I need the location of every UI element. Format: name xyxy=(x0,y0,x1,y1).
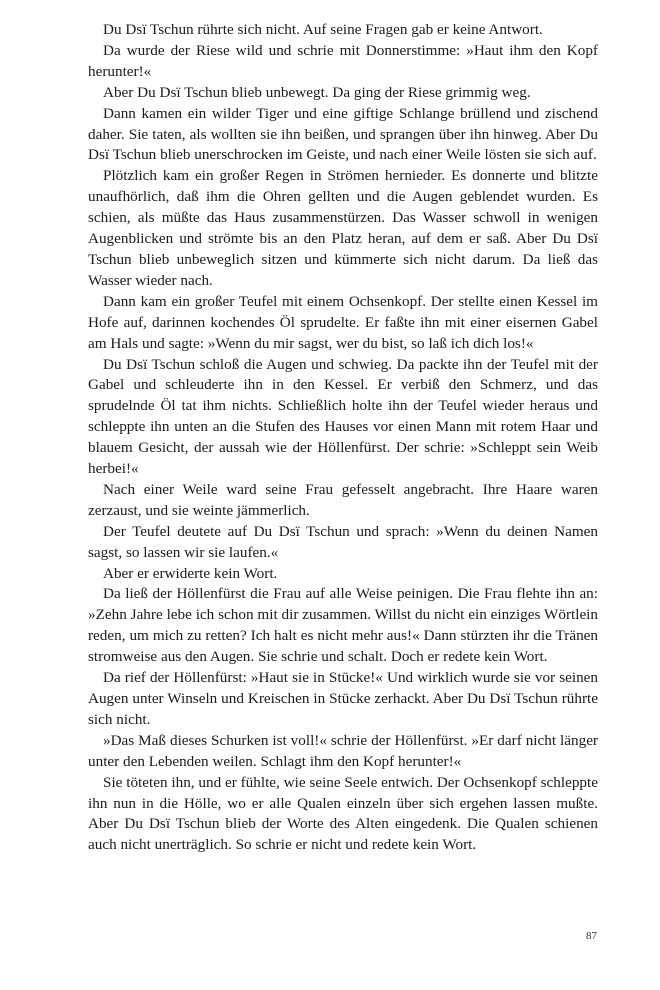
paragraph: Aber Du Dsï Tschun blieb unbewegt. Da ging der Riese grimmig weg. xyxy=(103,83,531,101)
paragraph: Der Teufel deutete auf Du Dsï Tschun und sprach: »Wenn du deinen Namen sagst, so lassen wir sie laufen.« xyxy=(88,522,598,561)
paragraph: Da wurde der Riese wild und schrie mit Donnerstimme: »Haut ihm den Kopf herunter!« xyxy=(88,41,598,80)
paragraph: Aber er erwiderte kein Wort. xyxy=(103,564,278,582)
paragraph: Plötzlich kam ein großer Regen in Strömen hernieder. Es donnerte und blitzte unaufhörlich, daß ihm die Ohren gellten und die Augen geblendet wurden. Es schien, als müßte das Haus zusammenstürzen. Das Wasser schwoll in wenigen Augenblicken und strömte bis an den Platz heran, auf dem er saß. Aber Du Dsï Tschun blieb unbeweglich sitzen und kümmerte sich nicht darum. Da ließ das Wasser wieder nach. xyxy=(88,167,598,289)
paragraph: Nach einer Weile ward seine Frau gefesselt angebracht. Ihre Haare waren zerzaust, und sie weinte jämmerlich. xyxy=(88,480,598,519)
page-number: 87 xyxy=(586,930,597,942)
paragraph: Dann kamen ein wilder Tiger und eine giftige Schlange brüllend und zischend daher. Sie taten, als wollten sie ihn beißen, und sprangen über ihn hinweg. Aber Du Dsï Tschun blieb unerschrocken im Geiste, und nach einer Weile lösten sie sich auf. xyxy=(88,104,598,164)
page-body xyxy=(88,20,598,856)
paragraph: Dann kam ein großer Teufel mit einem Ochsenkopf. Der stellte einen Kessel im Hofe auf, darinnen kochendes Öl sprudelte. Er faßte ihn mit einer eisernen Gabel am Hals und sagte: »Wenn du mir sagst, wer du bist, so laß ich dich los!« xyxy=(88,292,598,352)
paragraph: Du Dsï Tschun rührte sich nicht. Auf seine Fragen gab er keine Antwort. xyxy=(103,21,543,38)
paragraph: Du Dsï Tschun schloß die Augen und schwieg. Da packte ihn der Teufel mit der Gabel und schleuderte ihn in den Kessel. Er verbiß den Schmerz, und das sprudelnde Öl tat ihm nichts. Schließlich holte ihn der Teufel wieder heraus und schleppte ihn unten an die Stufen des Hauses vor einen Mann mit rotem Haar und blauem Gesicht, der aussah wie der Höllenfürst. Der schrie: »Schleppt sein Weib herbei!« xyxy=(88,355,598,478)
paragraph: Da ließ der Höllenfürst die Frau auf alle Weise peinigen. Die Frau flehte ihn an: »Zehn Jahre lebe ich schon mit dir zusammen. Willst du nicht ein einziges Wörtlein reden, um mich zu retten? Ich halt es nicht mehr aus!« Dann stürzten ihr die Tränen stromweise aus den Augen. Sie schrie und schalt. Doch er redete kein Wort. xyxy=(88,585,598,666)
paragraph: Sie töteten ihn, und er fühlte, wie seine Seele entwich. Der Ochsenkopf schleppte ihn nun in die Hölle, wo er alle Qualen einzeln über sich ergehen lassen mußte. Aber Du Dsï Tschun blieb der Worte des Alten eingedenk. Die Qualen schienen auch nicht unerträglich. So schrie er nicht und redete kein Wort. xyxy=(88,773,598,854)
paragraph: Da rief der Höllenfürst: »Haut sie in Stücke!« Und wirklich wurde sie vor seinen Augen unter Winseln und Kreischen in Stücke zerhackt. Aber Du Dsï Tschun rührte sich nicht. xyxy=(88,669,598,728)
paragraph: »Das Maß dieses Schurken ist voll!« schrie der Höllenfürst. »Er darf nicht länger unter den Lebenden weilen. Schlagt ihm den Kopf herunter!« xyxy=(88,731,598,770)
